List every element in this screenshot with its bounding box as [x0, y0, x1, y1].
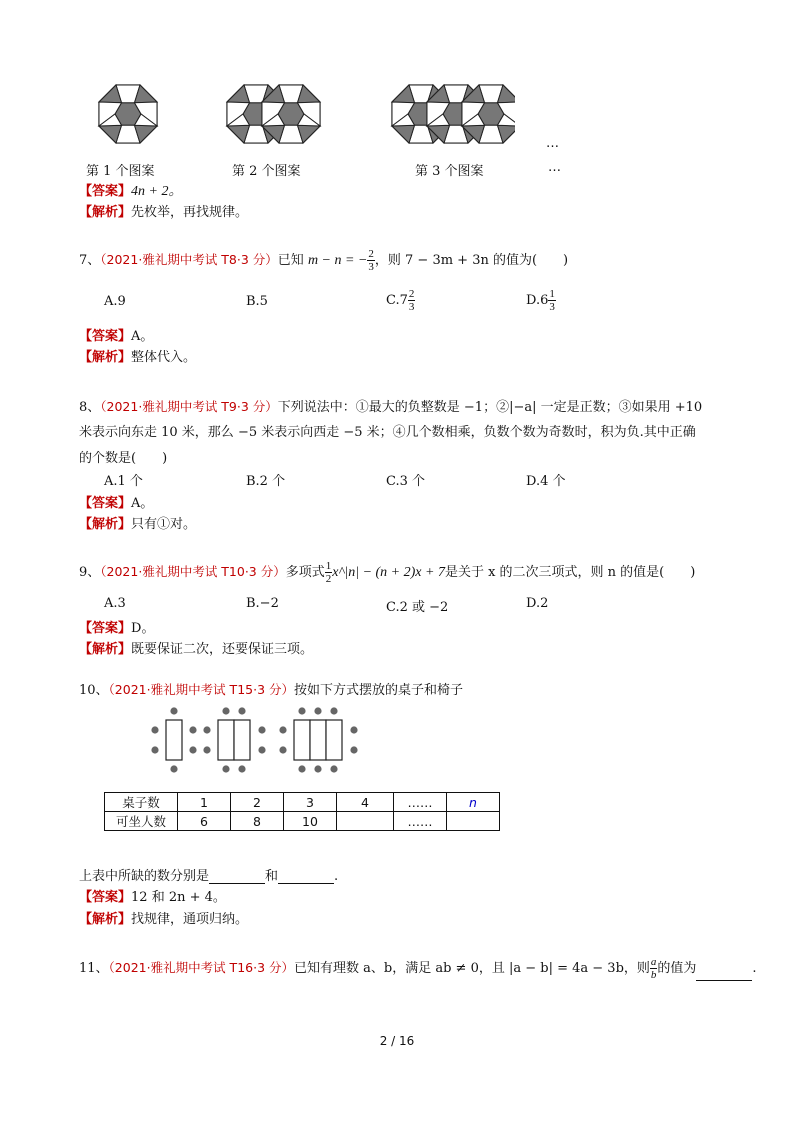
- q6-analysis: 先枚举，再找规律。: [131, 205, 249, 220]
- q7-fraction: $\frac{2}{3}$: [368, 248, 374, 273]
- tables-chairs-figure: [148, 706, 368, 776]
- q7-answer: A。: [131, 329, 154, 344]
- pattern-label-3: 第 3 个图案: [415, 164, 484, 179]
- q8-stem-line2: 米表示向东走 10 米，那么 −5 米表示向西走 −5 米；④几个数相乘，负数个数为奇数时，积为负.其中正确: [79, 425, 696, 440]
- q8-source: （2021·雅礼期中考试 T9·3 分）: [100, 399, 278, 414]
- pattern-2-figure: [227, 85, 320, 143]
- q8-stem-line3: 的个数是( ): [79, 451, 168, 466]
- q9-fraction: $\frac{1}{2}$: [325, 560, 332, 585]
- q7-source: （2021·雅礼期中考试 T8·3 分）: [100, 252, 278, 267]
- q9-option-d: D.2: [526, 596, 549, 611]
- q6-answer-line: [79, 180, 182, 200]
- q8-answer-line: 【答案】A。: [79, 496, 154, 511]
- q11-stem: 11、（2021·雅礼期中考试 T16·3 分）已知有理数 a、b，满足 ab ≠ 0，且 |a − b| = 4a − 3b，则 $\frac{a}{b}$ 的值为 .: [79, 956, 757, 981]
- pattern-ellipsis-top: …: [546, 136, 559, 151]
- pattern-label-2: 第 2 个图案: [232, 164, 301, 179]
- table-row: 可坐人数 6 8 10 ……: [105, 812, 500, 831]
- q10-blank-2: [278, 870, 334, 884]
- pattern-label-1: 第 1 个图案: [86, 164, 155, 179]
- q7-stem: [79, 248, 568, 273]
- tables-seats-table: [104, 792, 500, 831]
- q11-blank: [696, 967, 752, 981]
- q10-fill-line: 上表中所缺的数分别是 和 .: [79, 869, 339, 884]
- pattern-1-figure: [99, 85, 157, 143]
- q9-number: 9、: [79, 565, 101, 580]
- q7-stem-a: 已知: [277, 253, 304, 268]
- q9-stem: 9、（2021·雅礼期中考试 T10·3 分）多项式 $\frac{1}{2}$ x^|n| − (n + 2)x + 7是关于 x 的二次三项式，则 n 的值是( ): [79, 560, 696, 585]
- pattern-3-figure: [392, 85, 515, 143]
- table-row: 桌子数 1 2 3 4 …… n: [105, 793, 500, 812]
- q7-expr: m − n = −: [307, 253, 368, 268]
- q8-option-c: C.3 个: [386, 474, 426, 489]
- q9-option-a: A.3: [104, 596, 126, 611]
- q10-answer: 12 和 2n + 4。: [131, 890, 226, 905]
- q8-analysis-line: 【解析】只有①对。: [79, 517, 197, 532]
- q7-option-c: C.7 $\frac{2}{3}$: [386, 288, 415, 313]
- q7-option-d: D.6 $\frac{1}{3}$: [526, 288, 555, 313]
- answer-tag: 【答案】: [79, 184, 132, 199]
- q7-option-b: B.5: [246, 294, 268, 309]
- q9-expr: x^|n| − (n + 2)x + 7: [332, 565, 445, 580]
- q7-number: 7、: [79, 253, 101, 268]
- q10-analysis: 找规律，通项归纳。: [131, 912, 249, 927]
- q11-fraction: $\frac{a}{b}$: [650, 956, 657, 981]
- q10-blank-1: [209, 870, 265, 884]
- octagon-pattern-figures: [95, 82, 515, 146]
- q7-analysis-line: 【解析】整体代入。: [79, 350, 197, 365]
- q9-answer-line: 【答案】D。: [79, 621, 155, 636]
- q10-source: （2021·雅礼期中考试 T15·3 分）: [108, 682, 294, 697]
- q7-answer-line: 【答案】A。: [79, 329, 154, 344]
- q11-source: （2021·雅礼期中考试 T16·3 分）: [108, 960, 294, 975]
- analysis-tag: 【解析】: [79, 205, 132, 220]
- q9-analysis: 既要保证二次，还要保证三项。: [131, 642, 314, 657]
- q9-analysis-line: 【解析】既要保证二次，还要保证三项。: [79, 642, 314, 657]
- q9-source: （2021·雅礼期中考试 T10·3 分）: [100, 564, 286, 579]
- arrangement-3: [279, 707, 357, 772]
- q9-answer: D。: [131, 621, 155, 636]
- pattern-ellipsis-label: …: [548, 160, 561, 175]
- q10-answer-line: 【答案】12 和 2n + 4。: [79, 890, 226, 905]
- q8-answer: A。: [131, 496, 154, 511]
- q11-number: 11、: [79, 961, 109, 976]
- q8-option-b: B.2 个: [246, 474, 286, 489]
- q9-option-c: C.2 或 −2: [386, 600, 449, 615]
- q8-stem-line1: 8、（2021·雅礼期中考试 T9·3 分）下列说法中：①最大的负整数是 −1；②|−a| 一定是正数；③如果用 +10: [79, 399, 703, 415]
- q8-option-d: D.4 个: [526, 474, 566, 489]
- q10-stem: 10、（2021·雅礼期中考试 T15·3 分）按如下方式摆放的桌子和椅子: [79, 682, 464, 698]
- q8-option-a: A.1 个: [104, 474, 143, 489]
- q8-number: 8、: [79, 400, 101, 415]
- q7-stem-b: ，则 7 − 3m + 3n 的值为( ): [374, 253, 569, 268]
- arrangement-2: [203, 707, 265, 772]
- q6-answer: 4n + 2。: [131, 184, 183, 199]
- page-number: 2 / 16: [379, 1034, 415, 1048]
- q7-option-a: A.9: [104, 294, 126, 309]
- q6-analysis-line: [79, 201, 248, 220]
- q8-analysis: 只有①对。: [131, 517, 197, 532]
- q10-analysis-line: 【解析】找规律，通项归纳。: [79, 912, 249, 927]
- q7-analysis: 整体代入。: [131, 350, 197, 365]
- q9-option-b: B.−2: [246, 596, 279, 611]
- arrangement-1: [151, 707, 196, 772]
- q10-number: 10、: [79, 683, 109, 698]
